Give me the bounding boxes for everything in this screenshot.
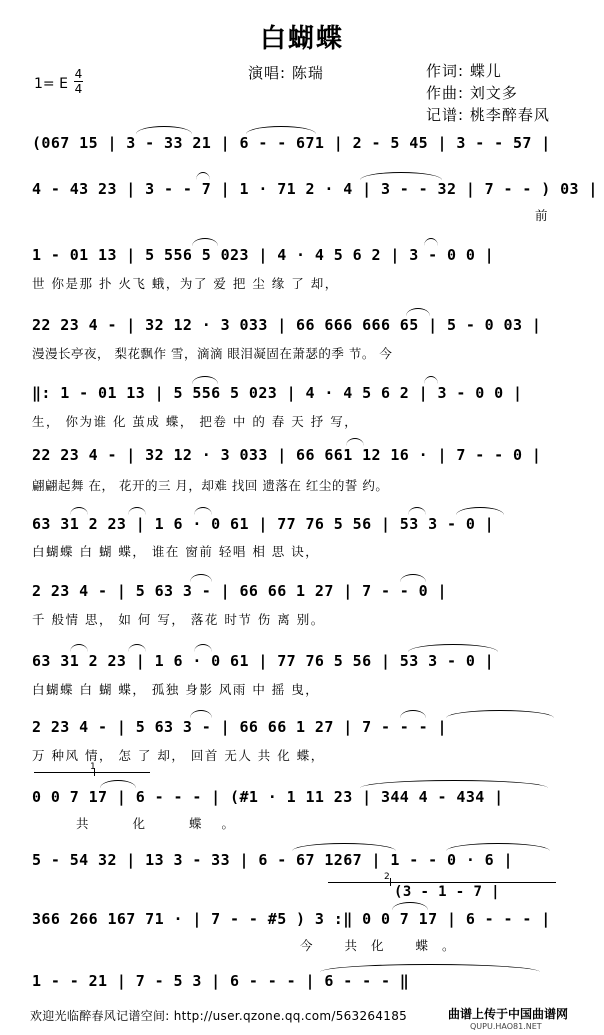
- score-line-14: 366 266 167 71 · | 7 - - #5 ) 3 :‖ 0 0 7 17 | 6 - - - |: [32, 910, 551, 928]
- lyric-line-7: 白蝴蝶 白 蝴 蝶， 谁在 窗前 轻唱 相 思 诀，: [32, 544, 320, 559]
- lyric-line-9: 白蝴蝶 白 蝴 蝶， 孤独 身影 风雨 中 摇 曳，: [32, 682, 320, 697]
- score-line-10: 2 23 4 - | 5 63 3 - | 66 66 1 27 | 7 - - - |: [32, 718, 447, 736]
- singer-credit: 演唱: 陈瑞: [248, 64, 324, 82]
- lyric-line-3: 世 你是那 扑 火飞 蛾，为了 爱 把 尘 缘 了 却，: [32, 276, 339, 291]
- lyric-line-4: 漫漫长亭夜， 梨花飘作 雪，滴滴 眼泪凝固在萧瑟的季 节。 今: [32, 346, 393, 361]
- score-line-6: 22 23 4 - | 32 12 · 3 033 | 66 661 12 16 · | 7 - - 0 |: [32, 446, 542, 464]
- lyricist-credit: 作词: 蝶儿: [426, 62, 502, 80]
- lyric-line-6: 翩翩起舞 在， 花开的三 月，却难 找回 遗落在 红尘的誓 约。: [32, 478, 389, 493]
- time-signature-top: 4: [74, 67, 83, 81]
- lyric-line-5: 生， 你为谁 化 茧成 蝶， 把卷 中 的 春 天 抒 写，: [32, 414, 359, 429]
- lyric-line-10: 万 种风 情， 怎 了 却， 回首 无人 共 化 蝶，: [32, 748, 325, 763]
- transcriber-credit: 记谱: 桃李醉春风: [426, 106, 550, 124]
- score-line-11: 0 0 7 17 | 6 - - - | (#1 · 1 11 23 | 344 4 - 434 |: [32, 788, 504, 806]
- score-line-7: 63 31 2 23 | 1 6 · 0 61 | 77 76 5 56 | 53 3 - 0 |: [32, 515, 495, 533]
- score-line-1: (067 15 | 3 - 33 21 | 6 - - 671 | 2 - 5 45 | 3 - - 57 |: [32, 134, 551, 152]
- time-signature-bottom: 4: [74, 82, 83, 96]
- score-line-5: ‖: 1 - 01 13 | 5 556 5 023 | 4 · 4 5 6 2 | 3 - 0 0 |: [32, 384, 523, 402]
- score-line-4: 22 23 4 - | 32 12 · 3 033 | 66 666 666 65 | 5 - 0 03 |: [32, 316, 542, 334]
- time-signature: [74, 68, 83, 95]
- song-title: 白蝴蝶: [259, 24, 344, 54]
- composer-credit: 作曲: 刘文多: [426, 84, 518, 102]
- score-line-8: 2 23 4 - | 5 63 3 - | 66 66 1 27 | 7 - - 0 |: [32, 582, 447, 600]
- lyric-line-14: 今 共化 蝶。: [300, 938, 469, 953]
- lyric-line-11: 共 化 蝶。: [76, 816, 254, 831]
- volta-first-number: 1: [90, 762, 96, 772]
- score-line-12: 5 - 54 32 | 13 3 - 33 | 6 - 67 1267 | 1 - - 0 · 6 |: [32, 851, 513, 869]
- key-signature: 1= E: [34, 76, 68, 92]
- site-url: QUPU.HAO81.NET: [470, 1022, 542, 1031]
- volta-second-number: 2: [384, 872, 390, 882]
- score-line-2: 4 - 43 23 | 3 - - 7 | 1 · 71 2 · 4 | 3 - - 32 | 7 - - ) 03 |: [32, 180, 598, 198]
- score-line-15: 1 - - 21 | 7 - 5 3 | 6 - - - | 6 - - - ‖: [32, 972, 410, 990]
- lyric-line-8: 千 般情 思， 如 何 写， 落花 时节 伤 离 别。: [32, 612, 325, 627]
- score-line-3: 1 - 01 13 | 5 556 5 023 | 4 · 4 5 6 2 | 3 - 0 0 |: [32, 246, 495, 264]
- lyric-line-2: 前: [535, 208, 549, 223]
- score-line-13: (3 - 1 - 7 |: [394, 884, 500, 900]
- footer-welcome: 欢迎光临醉春风记谱空间: http://user.qzone.qq.com/563264185: [30, 1009, 408, 1023]
- site-credit: 曲谱上传于中国曲谱网: [448, 1007, 569, 1021]
- score-line-9: 63 31 2 23 | 1 6 · 0 61 | 77 76 5 56 | 53 3 - 0 |: [32, 652, 495, 670]
